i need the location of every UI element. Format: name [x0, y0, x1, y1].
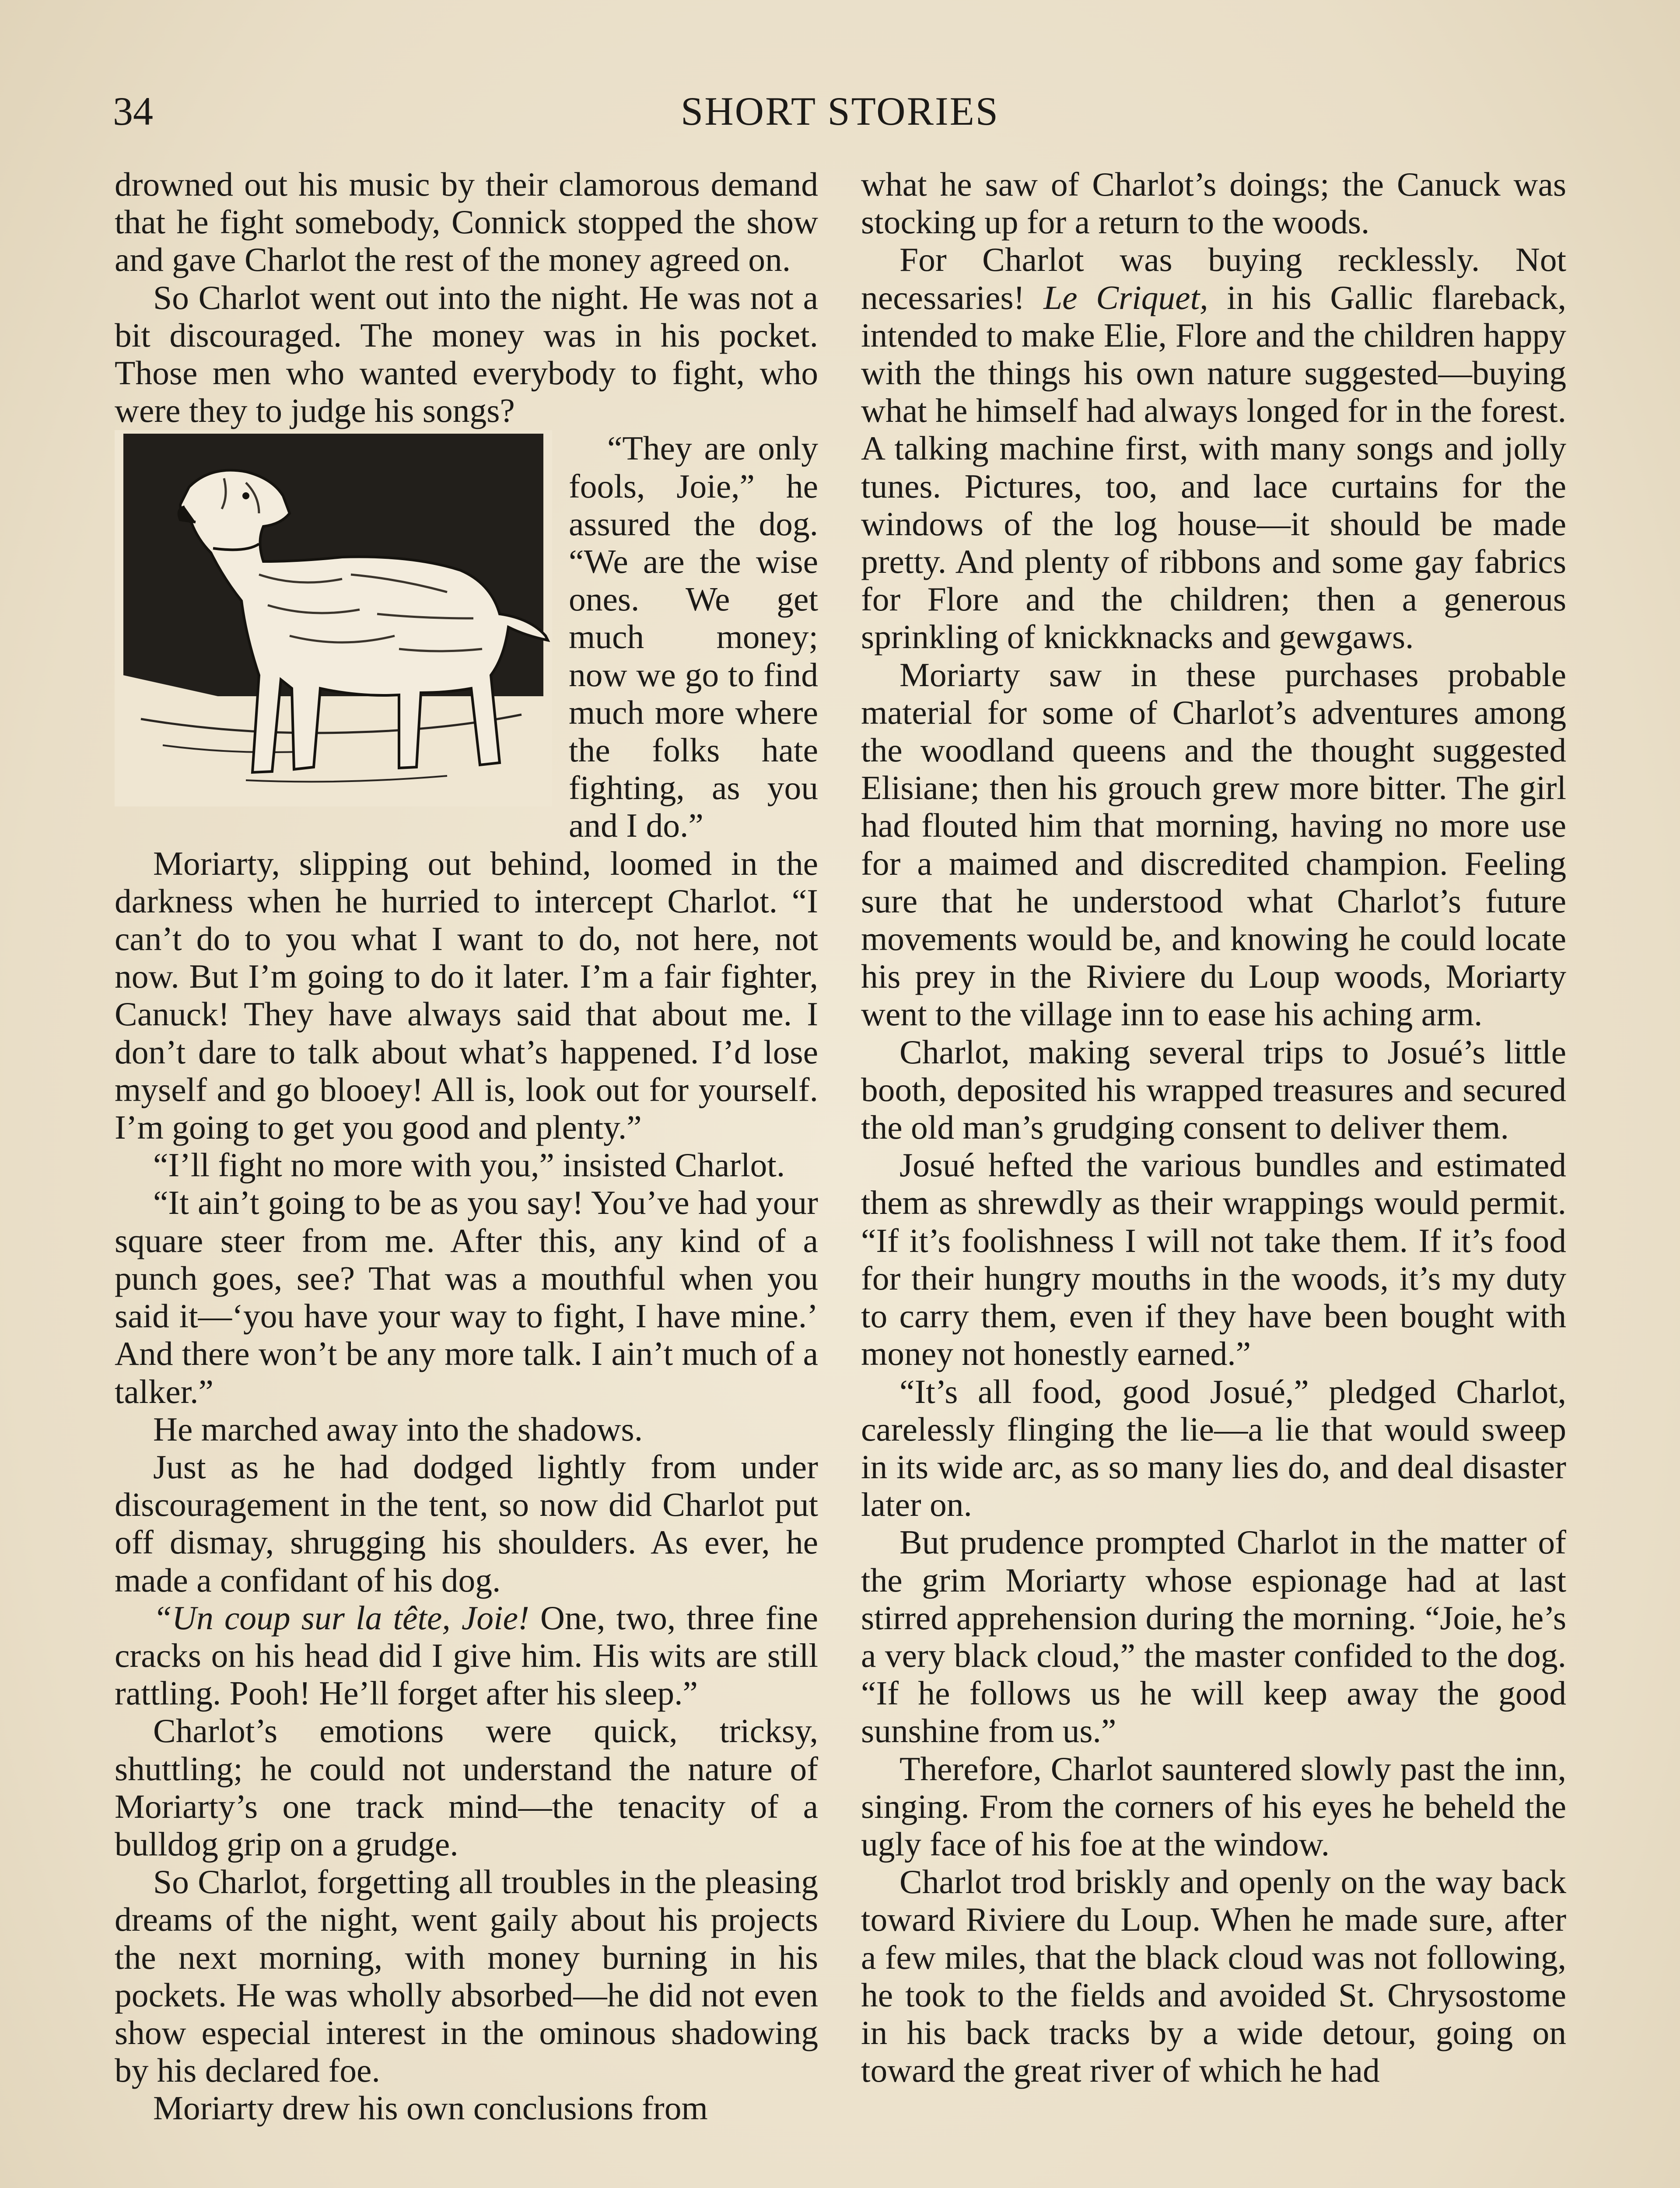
- paragraph: Charlot, making several trips to Josué’s little booth, deposited his wrapped treasures and secured the old man’s grudging consent to deliver them.: [861, 1033, 1566, 1147]
- paragraph: [115, 1599, 818, 1712]
- right-column: [861, 165, 1566, 2089]
- paragraph: Moriarty, slipping out behind, loomed in the darkness when he hurried to intercept Charlot. “I can’t do to you what I want to do, not here, not now. But I’m going to do it later. I’m a fair fighter, Canuck! They have always said that about me. I don’t dare to talk about what’s happened. I’d lose myself and go blooey! All is, look out for yourself. I’m going to get you good and plenty.”: [115, 844, 818, 1147]
- paragraph: what he saw of Charlot’s doings; the Canuck was stocking up for a return to the woods.: [861, 165, 1566, 241]
- paragraph: Just as he had dodged lightly from under discouragement in the tent, so now did Charlot put off dismay, shrugging his shoulders. As ever, he made a confidant of his dog.: [115, 1448, 818, 1599]
- paragraph-text: in his Gallic flareback, intended to make Elie, Flore and the children happy with the things his own nature suggested—buying what he himself had always longed for in the forest. A talking machine first, with many songs and jolly tunes. Pictures, too, and lace curtains for the windows of the log house—it should be made pretty. And plenty of ribbons and some gay fabrics for Flore and the children; then a generous sprinkling of knickknacks and gewgaws.: [861, 278, 1566, 656]
- paragraph: “I’ll fight no more with you,” insisted Charlot.: [153, 1146, 785, 1184]
- paragraph: Therefore, Charlot sauntered slowly past the inn, singing. From the corners of his eyes he beheld the ugly face of his foe at the window.: [861, 1750, 1566, 1863]
- paragraph: “They are only fools, Joie,” he assured the dog. “We are the wise ones. We get much money; now we go to find much more where the folks hate fighting, as you and I do.”: [569, 429, 818, 845]
- paragraph: Moriarty saw in these purchases probable material for some of Charlot’s adventures among the woodland queens and the thought suggested Elisiane; then his grouch grew more bitter. The girl had flouted him that morning, having no more use for a maimed and discredited champion. Feeling sure that he understood what Charlot’s future movements would be, and knowing he could locate his prey in the Riviere du Loup woods, Moriarty went to the village inn to ease his aching arm.: [861, 656, 1566, 1033]
- paragraph: Charlot trod briskly and openly on the way back toward Riviere du Loup. When he made sure, after a few miles, that the black cloud was not following, he took to the fields and avoided St. Chrysostome in his back tracks by a wide detour, going on toward the great river of which he had: [861, 1863, 1566, 2090]
- paragraph: Josué hefted the various bundles and estimated them as shrewdly as their wrappings would permit. “If it’s foolishness I will not take them. If it’s food for their hungry mouths in the woods, it’s my duty to carry them, even if they have been bought with money not honestly earned.”: [861, 1146, 1566, 1373]
- paragraph: Moriarty drew his own conclusions from: [153, 2089, 708, 2127]
- dog-woodcut-illustration: [115, 430, 560, 811]
- paragraph: [861, 241, 1566, 656]
- paragraph: “It ain’t going to be as you say! You’ve had your square steer from me. After this, any kind of a punch goes, see? That was a mouthful when you said it—‘you have your way to fight, I have mine.’ And there won’t be any more talk. I ain’t much of a talker.”: [115, 1184, 818, 1410]
- paragraph: So Charlot, forgetting all troubles in the pleasing dreams of the night, went gaily about his projects the next morning, with money burning in his pockets. He was wholly absorbed—he did not even show especial interest in the ominous shadowing by his declared foe.: [115, 1863, 818, 2090]
- running-title: SHORT STORIES: [681, 89, 999, 133]
- paragraph-text: One, two, three fine cracks on his head did I give him. His wits are still rattling. Pooh! He’ll forget after his sleep.”: [115, 1599, 818, 1712]
- paragraph: “It’s all food, good Josué,” pledged Charlot, carelessly flinging the lie—a lie that would sweep in its wide arc, as so many lies do, and deal disaster later on.: [861, 1372, 1566, 1524]
- paragraph: So Charlot went out into the night. He was not a bit discouraged. The money was in his pocket. Those men who wanted everybody to fight, who were they to judge his songs?: [115, 278, 818, 430]
- french-phrase: “Un coup sur la tête, Joie!: [153, 1599, 529, 1637]
- paragraph: He marched away into the shadows.: [153, 1410, 643, 1448]
- paragraph: drowned out his music by their clamorous demand that he fight somebody, Connick stopped the show and gave Charlot the rest of the money agreed on.: [115, 165, 818, 279]
- nickname: Le Criquet,: [1043, 278, 1208, 316]
- dog-icon: [115, 430, 552, 806]
- paragraph: Charlot’s emotions were quick, tricksy, shuttling; he could not understand the nature of Moriarty’s one track mind—the tenacity of a bulldog grip on a grudge.: [115, 1712, 818, 1863]
- left-column: [115, 165, 818, 2127]
- paragraph: But prudence prompted Charlot in the matter of the grim Moriarty whose espionage had at last stirred apprehension during the morning. “Joie, he’s a very black cloud,” the master confided to the dog. “If he follows us he will keep away the good sunshine from us.”: [861, 1523, 1566, 1750]
- paragraph-text: For Charlot was buying recklessly. Not necessaries!: [861, 241, 1566, 316]
- page-number: 34: [113, 89, 153, 133]
